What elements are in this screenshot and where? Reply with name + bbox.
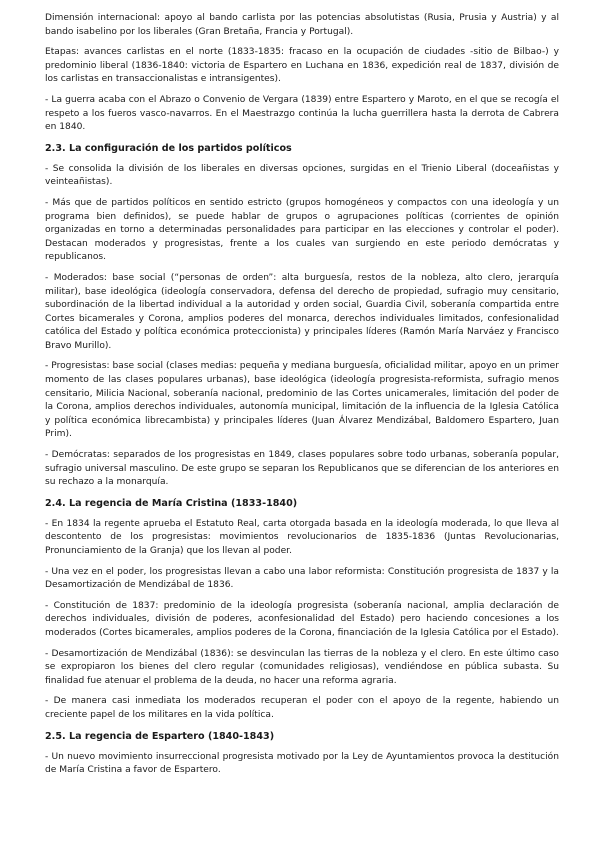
paragraph-democratas: - Demócratas: separados de los progresistas en 1849, clases populares sobre todo urbanas, soberanía popular, sufragio universal masculino. De este grupo se separan los Republicanos que se diferencian de los anteriores en su rechazo a la monarquía.: [45, 450, 559, 488]
paragraph-political-groups: - Más que de partidos políticos en sentido estricto (grupos homogéneos y compactos con una ideología y un programa bien definidos), se puede hablar de grupos o agrupaciones políticas (corrientes de opinión organizadas en torno a determinadas personalidades para participar en las elecciones y controlar el poder). Destacan moderados y progresistas, frente a los cuales van surgiendo en este periodo demócratas y republicanos.: [45, 197, 559, 263]
paragraph-desamortizacion: - Desamortización de Mendizábal (1836): se desvinculan las tierras de la nobleza y el clero. En este último caso se expropiaron los bienes del clero regular (comunidades religiosas), vendiéndose en pública subasta. Su finalidad fue atenuar el problema de la deuda, no hacer una reforma agraria.: [45, 648, 559, 686]
paragraph-estatuto-real: - En 1834 la regente aprueba el Estatuto Real, carta otorgada basada en la ideología moderada, lo que lleva al descontento de los progresistas: movimientos revolucionarios de 1835-1836 (Juntas Revolucionarias, Pronunciamiento de la Granja) que los llevan al poder.: [45, 518, 559, 556]
paragraph-progresistas: - Progresistas: base social (clases medias: pequeña y mediana burguesía, oficialidad militar, apoyo en un primer momento de las clases populares urbanas), base ideológica (ideología progresista-reformista, sufragio menos censitario, Milicia Nacional, soberanía nacional, predominio de las Cortes unicamerales, limitación del poder de la Corona, amplios derechos individuales, autonomía municipal, limitación de la influencia de la Iglesia Católica y política económica librecambista) y principales líderes (Juan Álvarez Mendizábal, Baldomero Espartero, Juan Prim).: [45, 361, 559, 440]
paragraph-reformist-work: - Una vez en el poder, los progresistas llevan a cabo una labor reformista: Constitución progresista de 1837 y la Desamortización de Mendizábal de 1836.: [45, 566, 559, 591]
paragraph-espartero: - Un nuevo movimiento insurreccional progresista motivado por la Ley de Ayuntamientos provoca la destitución de María Cristina a favor de Espartero.: [45, 751, 559, 776]
paragraph-liberal-division: - Se consolida la división de los liberales en diversas opciones, surgidas en el Trienio Liberal (doceañistas y veinteañistas).: [45, 163, 559, 188]
paragraph-war-end: - La guerra acaba con el Abrazo o Convenio de Vergara (1839) entre Espartero y Maroto, en el que se recogía el respeto a los fueros vasco-navarros. En el Maestrazgo continúa la lucha guerrillera hasta la derrota de Cabrera en 1840.: [45, 94, 559, 133]
heading-section-2-4: 2.4. La regencia de María Cristina (1833-1840): [45, 497, 298, 509]
heading-section-2-5: 2.5. La regencia de Espartero (1840-1843): [45, 730, 275, 742]
heading-section-2-3: 2.3. La configuración de los partidos políticos: [45, 142, 292, 154]
paragraph-stages: Etapas: avances carlistas en el norte (1833-1835: fracaso en la ocupación de ciudades -sitio de Bilbao-) y predominio liberal (1836-1840: victoria de Espartero en Luchana en 1836, expedición real de 1837, división de los carlistas en transaccionalistas e intransigentes).: [45, 47, 559, 85]
paragraph-constitution-1837: - Constitución de 1837: predominio de la ideología progresista (soberanía nacional, amplia declaración de derechos individuales, división de poderes, aconfesionalidad del Estado) pero haciendo concesiones a los moderados (Cortes bicamerales, amplios poderes de la Corona, financiación de la Iglesia Católica por el Estado).: [45, 600, 559, 638]
document-page: [45, 12, 559, 785]
paragraph-international-dimension: Dimensión internacional: apoyo al bando carlista por las potencias absolutistas (Rusia, Prusia y Austria) y al bando isabelino por los liberales (Gran Bretaña, Francia y Portugal).: [45, 13, 559, 37]
paragraph-moderados: - Moderados: base social (“personas de orden”: alta burguesía, restos de la nobleza, alto clero, jerarquía militar), base ideológica (ideología conservadora, defensa del derecho de propiedad, sufragio muy censitario, subordinación de la libertad individual a la autoridad y orden social, Guardia Civil, soberanía compartida entre Cortes bicamerales y Corona, amplios poderes del monarca, derechos individuales limitados, confesionalidad católica del Estado y política económica proteccionista) y principales líderes (Ramón María Narváez y Francisco Bravo Murillo).: [45, 272, 559, 351]
paragraph-moderados-return: - De manera casi inmediata los moderados recuperan el poder con el apoyo de la regente, habiendo un creciente papel de los militares en la vida política.: [45, 696, 559, 720]
